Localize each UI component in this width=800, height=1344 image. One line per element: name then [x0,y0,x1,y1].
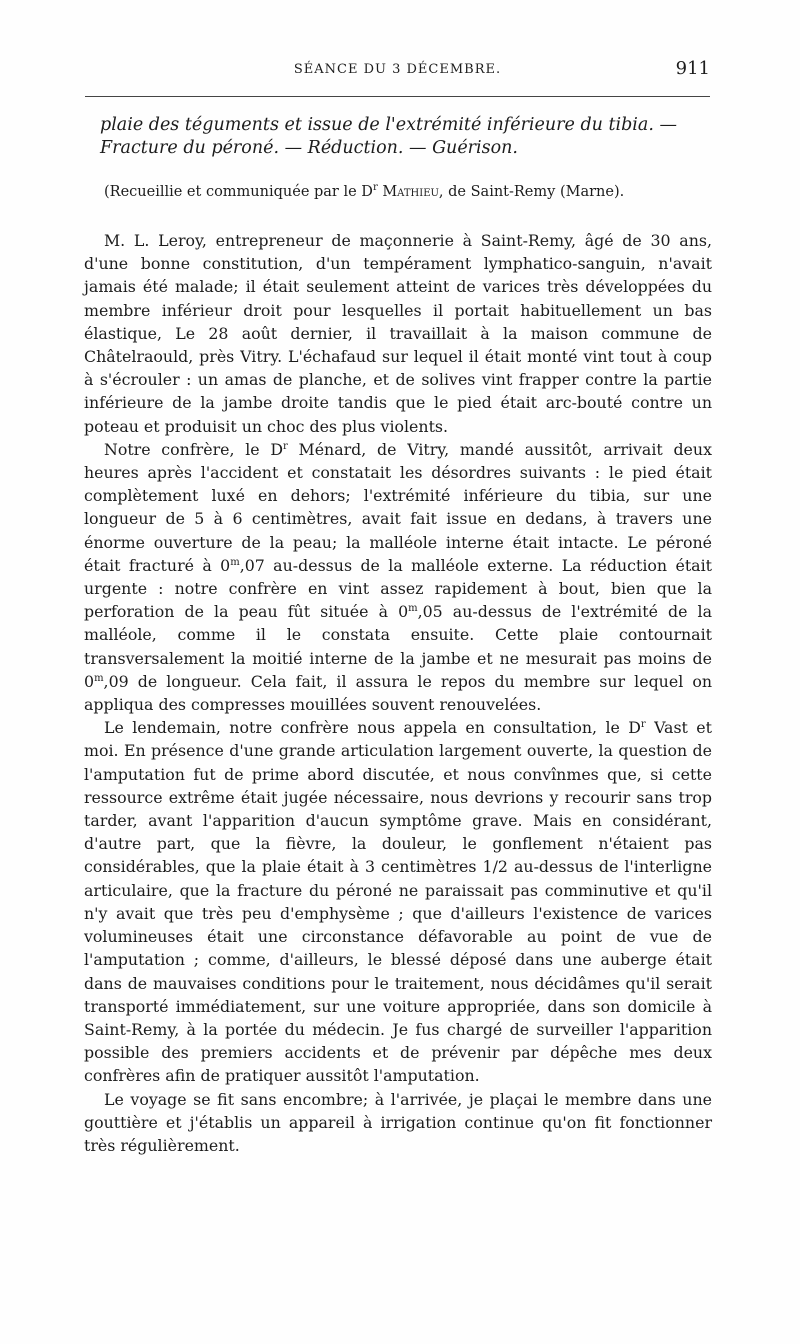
p3-text-2: Vast et moi. En présence d'une grande articulation largement ouverte, la question de l'amputation fut de prime abord discutée, et nous convînmes que, si cette ressource extrême était jugée nécessaire, nous devrions y recourir sans trop tarder, avant l'apparition d'aucun symptôme grave. Mais en considérant, d'autre part, que la fièvre, la douleur, le gonflement n'étaient pas considérables, que la plaie était à 3 centimètres 1/2 au-dessus de l'interligne articulaire, que la fracture du péroné ne paraissait pas comminutive et qu'il n'y avait que très peu d'emphysème ; que d'ailleurs l'existence de varices volumineuses était une circonstance défavorable au point de vue de l'amputation ; comme, d'ailleurs, le blessé déposé dans une auberge était dans de mauvaises conditions pour le traitement, nous décidâmes qu'il serait transporté immédiatement, sur une voiture appropriée, dans son domicile à Saint-Remy, à la portée du médecin. Je fus chargé de surveiller l'apparition possible des premiers accidents et de prévenir par dépêche mes deux confrères afin de pratiquer aussitôt l'amputation. [84,718,712,1086]
header-rule [85,96,710,97]
header-title: SÉANCE DU 3 DÉCEMBRE. [293,62,502,77]
p2-text-3: ,07 au-dessus de la malléole externe. La réduction était urgente : notre confrère en vint assez rapidement à bout, bien que la perforation de la peau fût située à 0 [84,555,712,622]
paragraph-1: M. L. Leroy, entrepreneur de maçonnerie à Saint-Remy, âgé de 30 ans, d'une bonne constitution, d'un tempérament lymphatico-sanguin, n'avait jamais été malade; il était seulement atteint de varices très développées du membre inférieur droit pour lesquelles il portait habituellement un bas élastique, Le 28 août dernier, il travaillait à la maison commune de Châtelraould, près Vitry. L'échafaud sur lequel il était monté vint tout à coup à s'écrouler : un amas de planche, et de solives vint frapper contre la partie inférieure de la jambe droite tandis que le pied était arc-bouté contre un poteau et produisit un choc des plus violents. [84,231,712,436]
p2-text-1: Notre confrère, le D [104,439,284,459]
credit-prefix: (Recueillie et communiquée par le D [104,184,373,200]
paragraph-4: Le voyage se fit sans encombre; à l'arrivée, je plaçai le membre dans une gouttière et j'établis un appareil à irrigation continue qu'on fit fonctionner très régulièrement. [84,1089,712,1155]
article-body [84,229,712,1157]
p2-text-5: ,09 de longueur. Cela fait, il assura le repos du membre sur lequel on appliqua des compresses mouillées souvent renouvelées. [84,671,712,715]
credit-author-name: Mathieu [382,184,439,200]
paragraph-3 [84,716,712,1087]
case-subtitle [100,114,720,160]
subtitle-line-1: plaie des téguments et issue de l'extrémité inférieure du tibia. — [100,115,677,135]
p2-unit-sup-2: m [408,603,418,615]
paragraph-2 [84,438,712,716]
attribution-line [104,182,704,202]
p2-unit-sup-1: m [230,556,240,568]
p2-text-2: Ménard, de Vitry, mandé aussitôt, arrivait deux heures après l'accident et constatait les désordres suivants : le pied était complètement luxé en dehors; l'extrémité inférieure du tibia, sur une longueur de 5 à 6 centimètres, avait fait issue en dedans, à travers une énorme ouverture de la peau; la malléole interne était intacte. Le péroné était fracturé à 0 [84,439,712,575]
p3-dr-sup: r [640,719,646,731]
p2-text-4: ,05 au-dessus de l'extrémité de la malléole, comme il le constata ensuite. Cette plaie contournait transversalement la moitié interne de la jambe et ne mesurait pas moins de 0 [84,602,712,691]
p2-dr-sup: r [283,440,288,452]
running-header [85,58,710,86]
credit-dr-sup: r [372,182,378,193]
page-number: 911 [675,58,710,79]
credit-suffix: , de Saint-Remy (Marne). [438,184,625,200]
p2-unit-sup-3: m [94,672,104,684]
p3-text-1: Le lendemain, notre confrère nous appela en consultation, le D [104,718,641,738]
subtitle-line-2: Fracture du péroné. — Réduction. — Guérison. [100,138,518,158]
